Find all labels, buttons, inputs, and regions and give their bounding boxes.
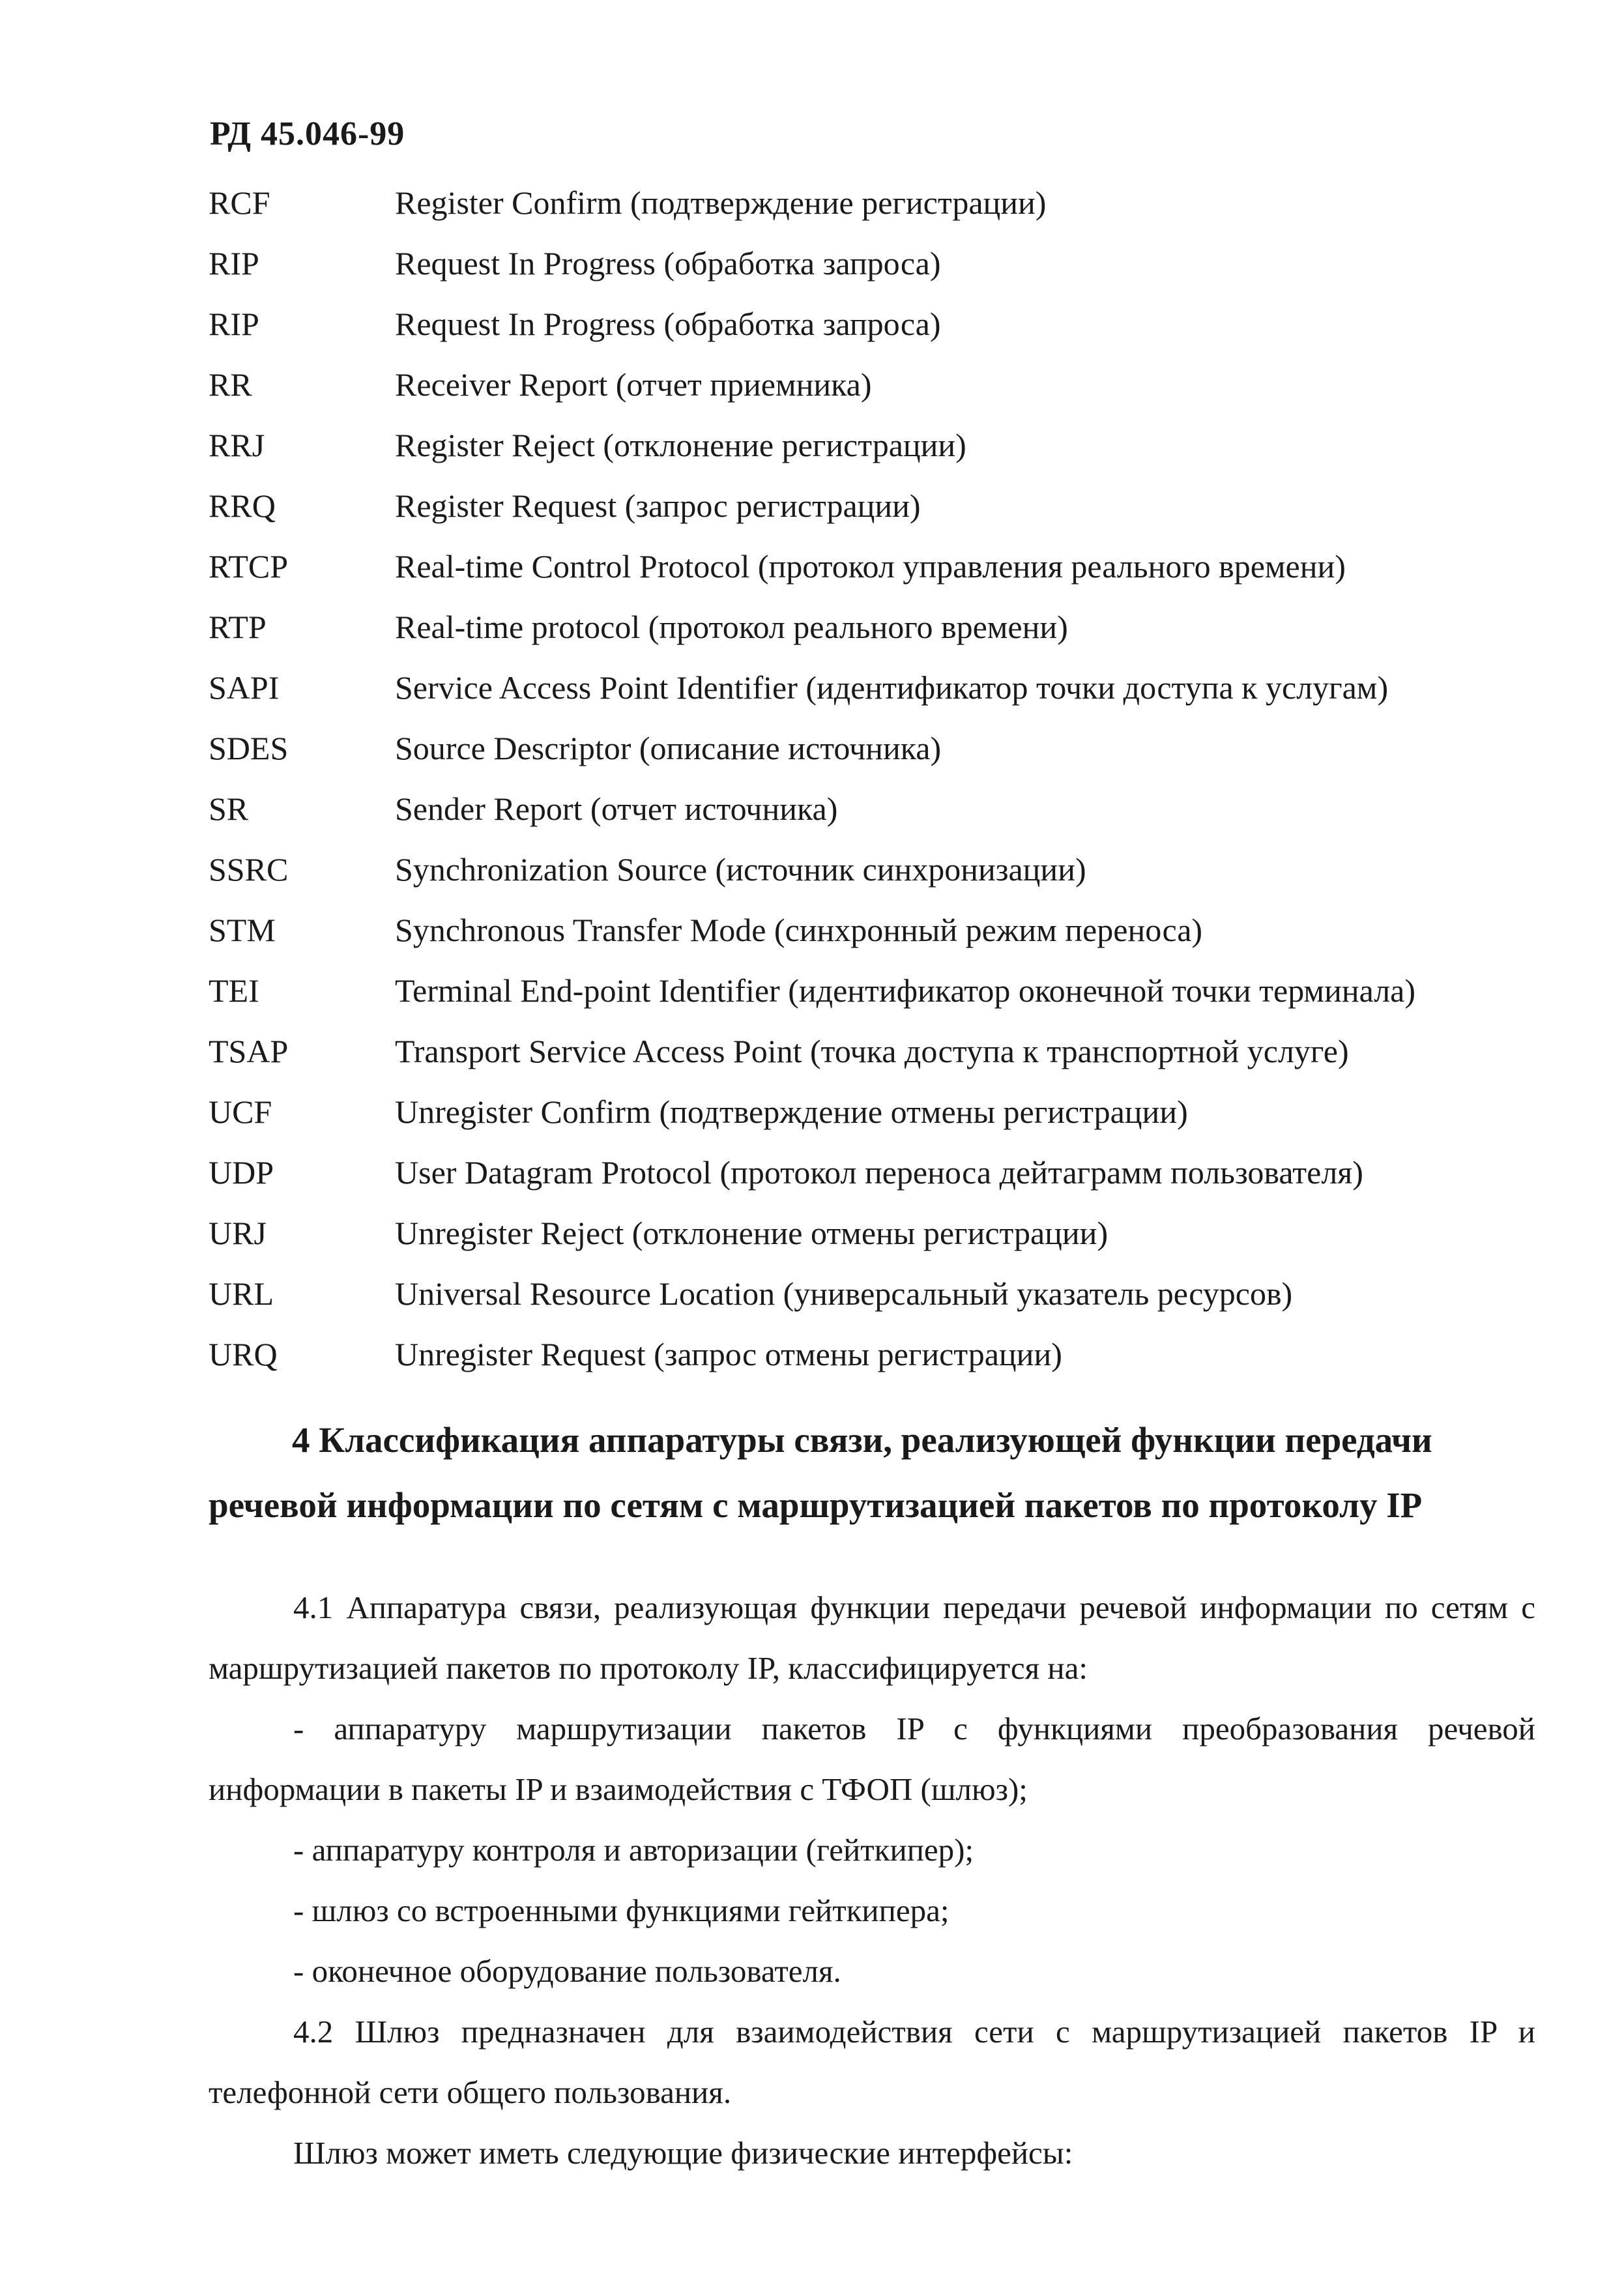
abbreviation-definition: Request In Progress (обработка запроса) [395, 306, 941, 342]
abbreviation-row [206, 294, 1607, 355]
abbreviation-term: RRJ [209, 427, 265, 463]
list-item-user-terminal: - оконечное оборудование пользователя. [293, 1953, 841, 1989]
section-heading-line-1: 4 Классификация аппаратуры связи, реализующей функции передачи [292, 1420, 1432, 1460]
abbreviation-term: RR [209, 366, 252, 403]
abbreviation-definition: Receiver Report (отчет приемника) [395, 366, 872, 403]
list-item-gateway-with-gatekeeper: - шлюз со встроенными функциями гейткипера; [293, 1892, 950, 1928]
abbreviation-definition: Synchronization Source (источник синхронизации) [395, 851, 1086, 888]
abbreviation-definition: Register Confirm (подтверждение регистрации) [395, 184, 1047, 221]
section-body [209, 1577, 1535, 2183]
abbreviation-definition: User Datagram Protocol (протокол переноса дейтаграмм пользователя) [395, 1154, 1363, 1191]
abbreviation-definition: Unregister Confirm (подтверждение отмены регистрации) [395, 1094, 1188, 1130]
abbreviation-row [206, 173, 1607, 233]
abbreviation-term: RRQ [209, 487, 276, 524]
abbreviation-definition: Source Descriptor (описание источника) [395, 730, 942, 766]
abbreviation-definition: Real-time protocol (протокол реального времени) [395, 609, 1068, 645]
abbreviation-row [206, 233, 1607, 294]
abbreviation-definition: Unregister Request (запрос отмены регистрации) [395, 1336, 1062, 1372]
abbreviation-definition: Register Request (запрос регистрации) [395, 487, 921, 524]
abbreviation-definition: Terminal End-point Identifier (идентификатор оконечной точки терминала) [395, 972, 1416, 1009]
abbreviation-term: RTP [209, 609, 267, 645]
abbreviation-definition: Real-time Control Protocol (протокол управления реального времени) [395, 548, 1346, 585]
paragraph-4-1: 4.1 Аппаратура связи, реализующая функции передачи речевой информации по сетям с маршрутизацией пакетов по протоколу IP, классифицируется на: [209, 1589, 1535, 1686]
abbreviation-term: UDP [209, 1154, 274, 1191]
abbreviation-definition: Service Access Point Identifier (идентификатор точки доступа к услугам) [395, 669, 1389, 706]
abbreviation-row [206, 1203, 1607, 1264]
abbreviation-row [206, 415, 1607, 476]
abbreviation-row [206, 779, 1607, 839]
abbreviation-definition: Unregister Reject (отклонение отмены регистрации) [395, 1215, 1109, 1251]
abbreviation-row [206, 718, 1607, 779]
abbreviation-row [206, 658, 1607, 718]
abbreviation-term: STM [209, 912, 276, 948]
section-heading [209, 1408, 1531, 1538]
abbreviation-term: URJ [209, 1215, 267, 1251]
abbreviation-row [206, 1021, 1607, 1082]
abbreviation-term: RTCP [209, 548, 289, 585]
abbreviation-definition: Register Reject (отклонение регистрации) [395, 427, 966, 463]
abbreviation-term: RIP [209, 306, 259, 342]
list-item-gatekeeper: - аппаратуру контроля и авторизации (гейткипер); [293, 1832, 974, 1868]
abbreviation-row [206, 1264, 1607, 1324]
abbreviation-list [206, 173, 1607, 1385]
abbreviation-row [206, 1082, 1607, 1142]
abbreviation-term: URL [209, 1275, 274, 1312]
abbreviation-row [206, 476, 1607, 536]
abbreviation-row [206, 1142, 1607, 1203]
abbreviation-term: SR [209, 790, 249, 827]
abbreviation-term: UCF [209, 1094, 272, 1130]
abbreviation-row [206, 900, 1607, 961]
abbreviation-term: URQ [209, 1336, 278, 1372]
paragraph-4-2: 4.2 Шлюз предназначен для взаимодействия сети с маршрутизацией пакетов IP и телефонной сети общего пользования. [209, 2014, 1535, 2110]
list-item-gateway: - аппаратуру маршрутизации пакетов IP с функциями преобразования речевой информации в пакеты IP и взаимодействия с ТФОП (шлюз); [209, 1711, 1535, 1807]
abbreviation-term: SDES [209, 730, 289, 766]
abbreviation-definition: Sender Report (отчет источника) [395, 790, 838, 827]
section-heading-line-2: речевой информации по сетям с маршрутизацией пакетов по протоколу IP [209, 1485, 1423, 1525]
abbreviation-term: RCF [209, 184, 270, 221]
abbreviation-definition: Universal Resource Location (универсальный указатель ресурсов) [395, 1275, 1293, 1312]
document-code: РД 45.046-99 [210, 115, 405, 152]
abbreviation-row [206, 597, 1607, 658]
abbreviation-definition: Request In Progress (обработка запроса) [395, 245, 941, 282]
abbreviation-definition: Transport Service Access Point (точка доступа к транспортной услуге) [395, 1033, 1349, 1069]
abbreviation-definition: Synchronous Transfer Mode (синхронный режим переноса) [395, 912, 1203, 948]
abbreviation-term: TSAP [209, 1033, 289, 1069]
abbreviation-row [206, 961, 1607, 1021]
abbreviation-row [206, 1324, 1607, 1385]
abbreviation-row [206, 839, 1607, 900]
abbreviation-term: RIP [209, 245, 259, 282]
abbreviation-row [206, 355, 1607, 415]
abbreviation-term: SSRC [209, 851, 289, 888]
abbreviation-term: TEI [209, 972, 259, 1009]
abbreviation-term: SAPI [209, 669, 280, 706]
abbreviation-row [206, 536, 1607, 597]
paragraph-interfaces-intro: Шлюз может иметь следующие физические интерфейсы: [293, 2135, 1073, 2171]
